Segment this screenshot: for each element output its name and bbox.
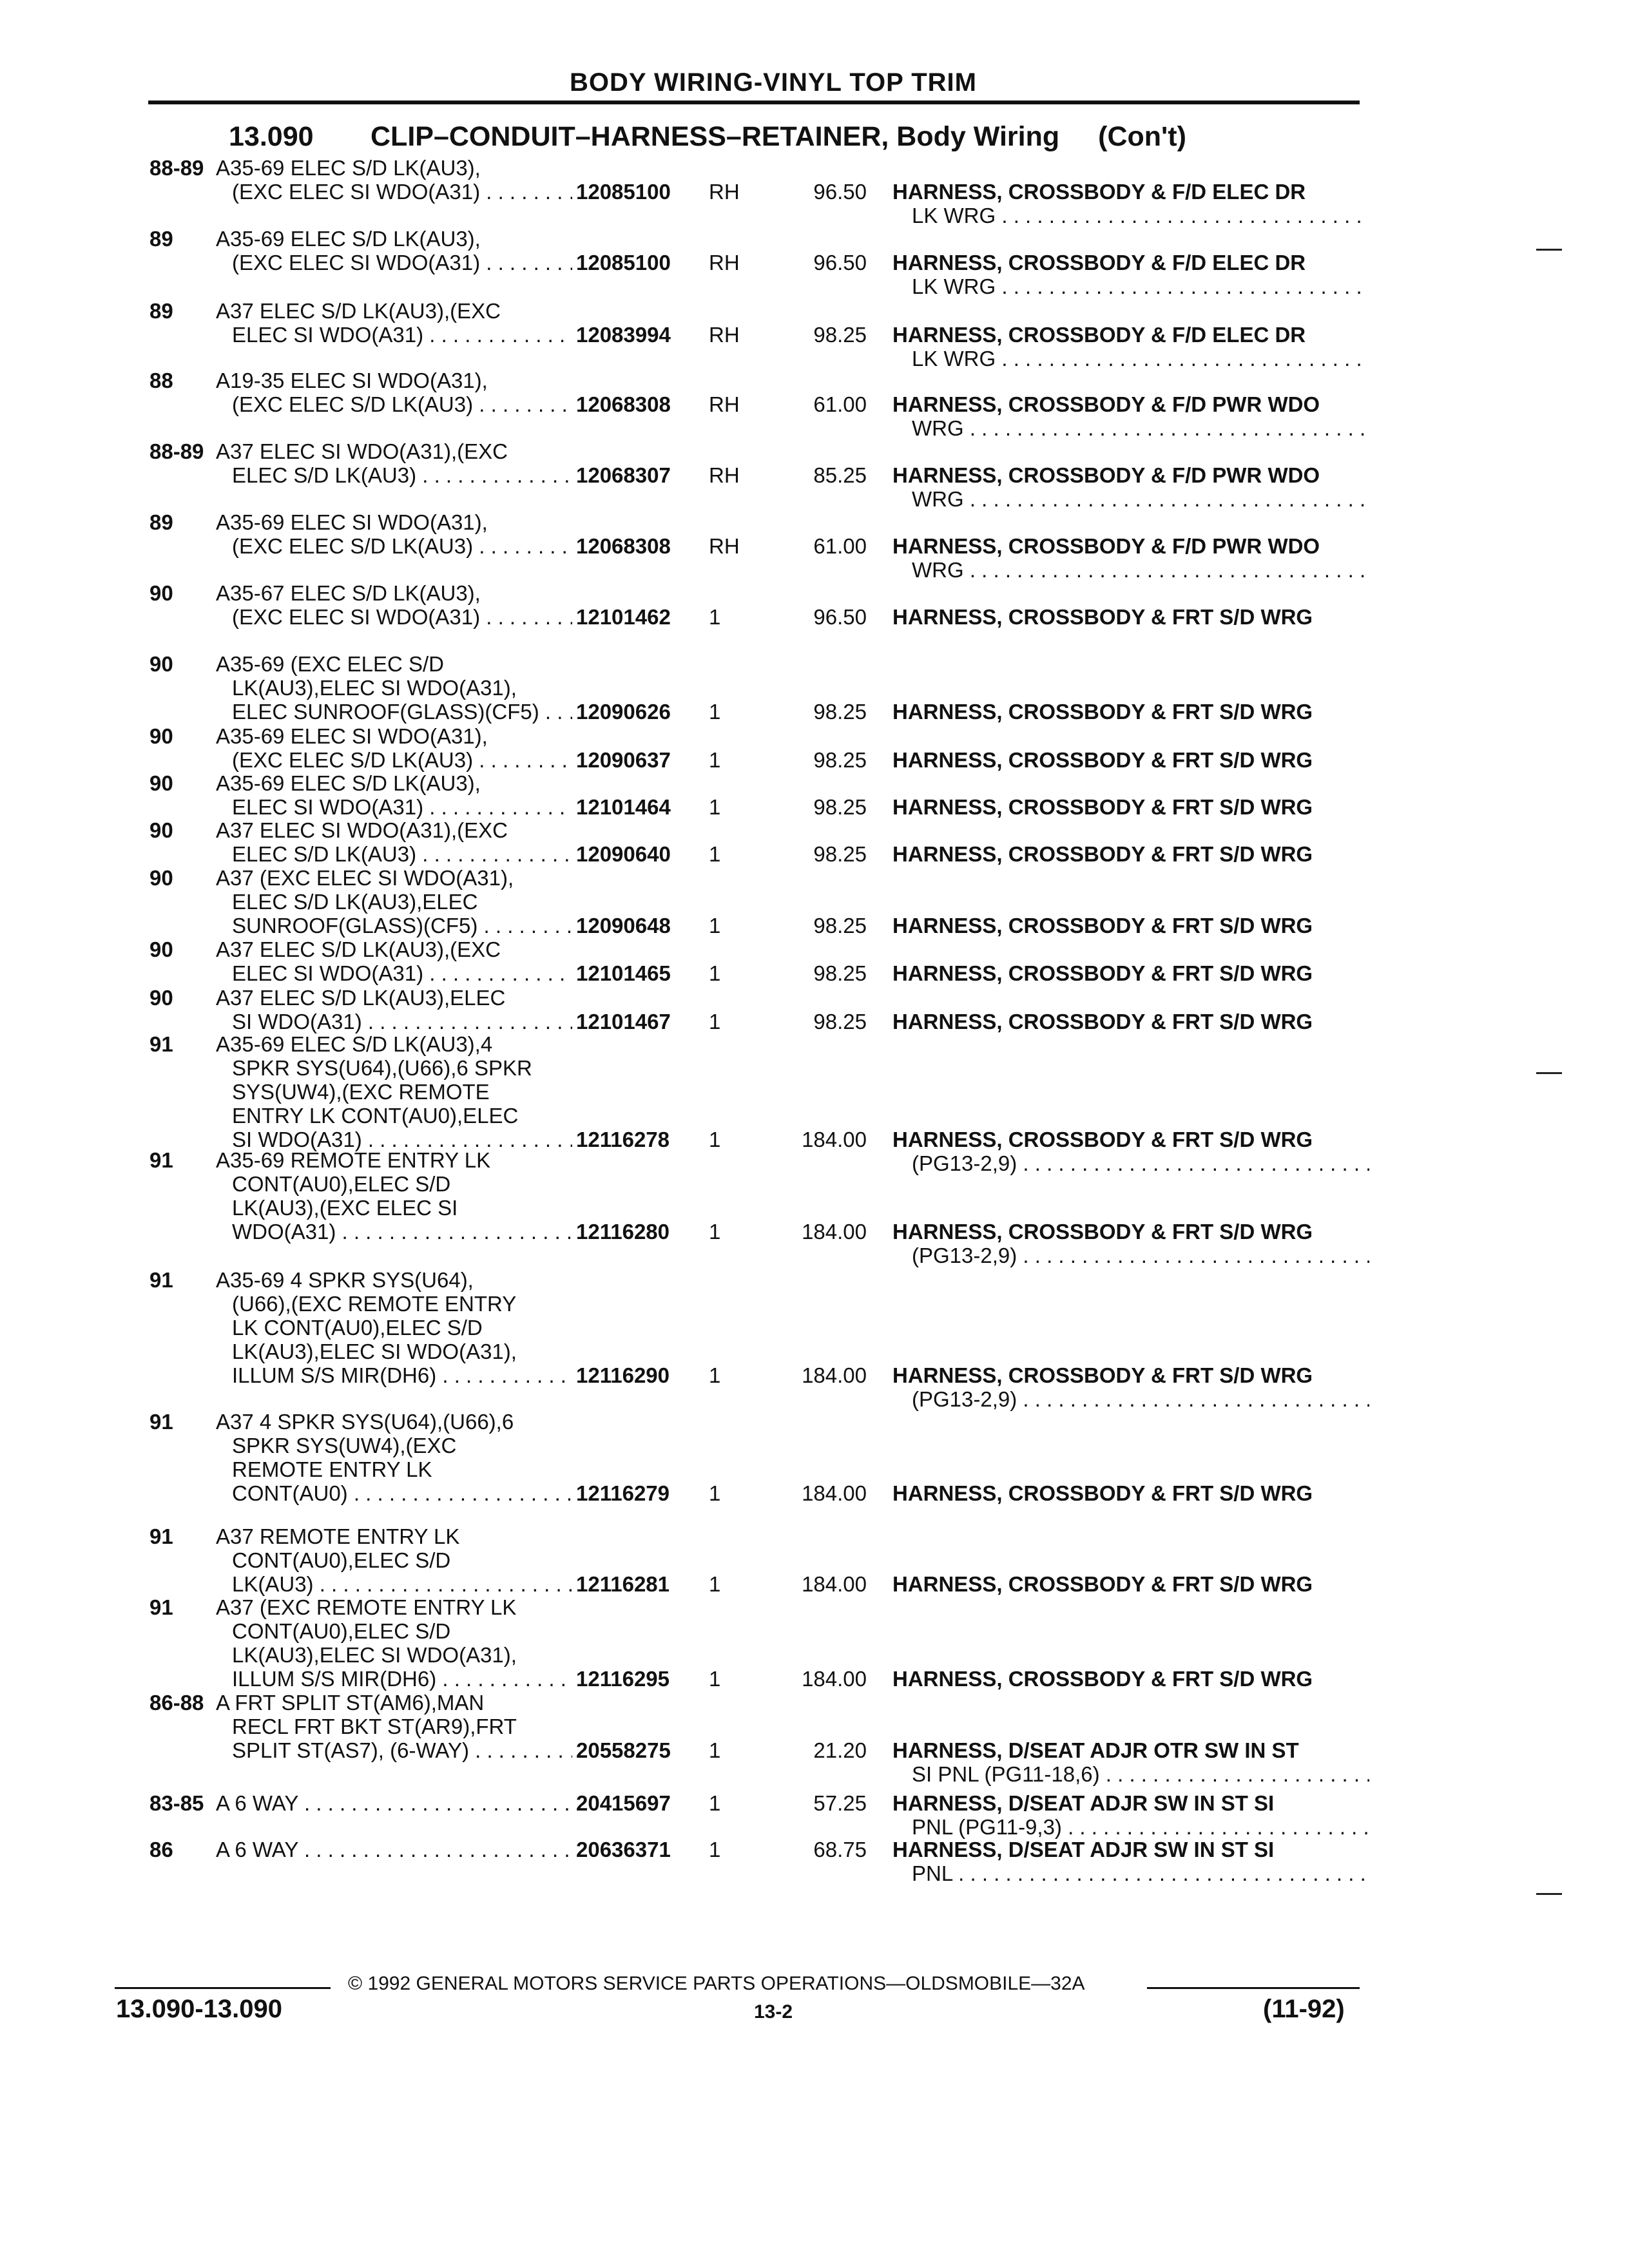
model-year: 89 [149,510,173,534]
part-name [892,842,1369,866]
description-line: A35-69 ELEC S/D LK(AU3),4 [216,1032,493,1056]
price: 98.25 [813,961,867,985]
description-line: WDO(A31) . . . [216,1220,590,1244]
model-year: 91 [149,1410,173,1434]
part-name-line: PNL . . . [892,1861,1369,1885]
part-name [892,914,1369,937]
quantity: 1 [709,1481,721,1505]
description-line: LK(AU3) . . . [216,1572,590,1596]
part-name-line: HARNESS, CROSSBODY & F/D ELEC DR [892,180,1306,204]
part-name-line: HARNESS, CROSSBODY & F/D PWR WDO [892,463,1320,487]
description-line: RECL FRT BKT ST(AR9),FRT [232,1715,517,1738]
description-line: A FRT SPLIT ST(AM6),MAN [216,1691,485,1715]
description-line: LK(AU3),ELEC SI WDO(A31), [232,676,517,700]
part-number: 12085100 [572,251,705,275]
quantity: RH [709,463,740,487]
description-line: LK(AU3),(EXC ELEC SI [232,1196,458,1220]
model-year: 88 [149,369,173,392]
part-name-line: HARNESS, CROSSBODY & F/D PWR WDO [892,534,1320,558]
application-description [216,1524,590,1596]
price: 184.00 [802,1481,867,1505]
description-line: A35-67 ELEC S/D LK(AU3), [216,581,481,605]
part-name [892,748,1369,772]
description-line: A35-69 ELEC SI WDO(A31), [216,510,488,534]
part-number: 12090648 [572,914,705,938]
application-description [216,1032,590,1151]
model-year: 86-88 [149,1691,204,1715]
quantity: RH [709,323,740,347]
description-line: ELEC S/D LK(AU3) . . . [216,463,590,487]
quantity: RH [709,180,740,204]
quantity: RH [709,534,740,558]
description-line: SI WDO(A31) . . . [216,1010,590,1033]
part-name-line: HARNESS, CROSSBODY & FRT S/D WRG [892,795,1313,819]
quantity: 1 [709,700,721,724]
part-name-line: SI PNL (PG11-18,6) . . . [892,1762,1369,1786]
section-continued: (Con't) [1098,121,1186,152]
part-number: 12116290 [572,1363,705,1388]
model-year: 91 [149,1524,173,1548]
application-description [216,986,590,1033]
part-number: 12101464 [572,795,705,820]
description-line: ELEC SI WDO(A31) . . . [216,795,590,819]
part-name [892,1791,1369,1839]
application-description [216,1691,590,1762]
price: 21.20 [813,1738,867,1762]
quantity: 1 [709,914,721,937]
part-name-line: HARNESS, CROSSBODY & FRT S/D WRG [892,1481,1313,1505]
part-number: 12085100 [572,180,705,204]
price: 98.25 [813,795,867,819]
model-year: 90 [149,937,173,961]
price: 61.00 [813,392,867,416]
price: 61.00 [813,534,867,558]
part-number: 20636371 [572,1838,705,1862]
application-description [216,510,590,558]
model-year: 90 [149,771,173,795]
description-line: A35-69 ELEC S/D LK(AU3), [216,771,481,795]
application-description [216,156,590,204]
price: 68.75 [813,1838,867,1861]
model-year: 88-89 [149,156,204,180]
section-number: 13.090 [229,121,314,152]
model-year: 90 [149,986,173,1010]
description-line: A35-69 4 SPKR SYS(U64), [216,1268,474,1292]
description-line: CONT(AU0),ELEC S/D [232,1619,451,1643]
part-name [892,534,1369,582]
price: 98.25 [813,700,867,724]
price: 96.50 [813,605,867,629]
part-name-line: (PG13-2,9) . . . [892,1151,1369,1175]
quantity: 1 [709,1010,721,1033]
description-line: A35-69 REMOTE ENTRY LK [216,1148,491,1172]
part-name-line: HARNESS, CROSSBODY & FRT S/D WRG [892,914,1313,937]
part-name [892,251,1369,298]
part-name-line: WRG . . . [892,487,1369,511]
model-year: 90 [149,818,173,842]
description-line: SUNROOF(GLASS)(CF5) . . . [216,914,590,937]
part-name [892,1363,1369,1411]
quantity: 1 [709,1667,721,1691]
price: 57.25 [813,1791,867,1815]
application-description [216,1595,590,1691]
part-name [892,795,1369,819]
price: 184.00 [802,1128,867,1151]
price: 98.25 [813,842,867,866]
description-line: ILLUM S/S MIR(DH6) . . . [216,1667,590,1691]
quantity: 1 [709,605,721,629]
quantity: 1 [709,1572,721,1596]
footer-rule-left [115,1987,331,1989]
application-description [216,439,590,487]
application-description [216,1268,590,1387]
price: 98.25 [813,914,867,937]
copyright-notice: © 1992 GENERAL MOTORS SERVICE PARTS OPERATIONS—OLDSMOBILE—32A [348,1973,1085,1994]
price: 184.00 [802,1220,867,1244]
part-name-line: HARNESS, D/SEAT ADJR OTR SW IN ST [892,1738,1299,1762]
revision-date: (11-92) [1263,1995,1345,2023]
part-name [892,180,1369,227]
part-name [892,1838,1369,1885]
part-number: 12101462 [572,605,705,629]
price: 184.00 [802,1667,867,1691]
margin-mark [1536,249,1562,251]
description-line: REMOTE ENTRY LK [232,1457,432,1481]
part-number: 12068307 [572,463,705,488]
description-line: ELEC SI WDO(A31) . . . [216,961,590,985]
quantity: 1 [709,842,721,866]
model-year: 91 [149,1268,173,1292]
part-number: 12116279 [572,1481,705,1506]
application-description [216,771,590,819]
quantity: 1 [709,748,721,772]
application-description [216,652,590,724]
description-line: A37 ELEC S/D LK(AU3),ELEC [216,986,506,1010]
model-year: 91 [149,1595,173,1619]
part-name-line: LK WRG . . . [892,347,1369,370]
description-line: ELEC SUNROOF(GLASS)(CF5) . . . [216,700,590,724]
part-name-line: HARNESS, CROSSBODY & FRT S/D WRG [892,1220,1313,1244]
description-line: (EXC ELEC S/D LK(AU3) . . . [216,534,590,558]
quantity: RH [709,251,740,274]
description-line: A37 ELEC S/D LK(AU3),(EXC [216,299,501,323]
price: 85.25 [813,463,867,487]
part-name [892,392,1369,440]
quantity: RH [709,392,740,416]
application-description [216,299,590,347]
section-title: CLIP–CONDUIT–HARNESS–RETAINER, Body Wiring [371,121,1060,152]
part-name [892,1128,1369,1175]
description-line: LK(AU3),ELEC SI WDO(A31), [232,1643,517,1667]
description-line: LK(AU3),ELEC SI WDO(A31), [232,1340,517,1363]
application-description [216,1791,590,1815]
description-line: A35-69 (EXC ELEC S/D [216,652,444,676]
description-line: A35-69 ELEC S/D LK(AU3), [216,227,481,251]
description-line: A19-35 ELEC SI WDO(A31), [216,369,488,392]
part-number: 20558275 [572,1738,705,1763]
description-line: (EXC ELEC S/D LK(AU3) . . . [216,748,590,772]
part-name-line: HARNESS, CROSSBODY & FRT S/D WRG [892,1010,1313,1033]
part-name-line: PNL (PG11-9,3) . . . [892,1815,1369,1839]
description-line: (EXC ELEC SI WDO(A31) . . . [216,605,590,629]
quantity: 1 [709,1738,721,1762]
part-number: 12090626 [572,700,705,724]
description-line: SPKR SYS(U64),(U66),6 SPKR [232,1056,532,1080]
application-description [216,724,590,772]
part-name-line: HARNESS, CROSSBODY & FRT S/D WRG [892,1667,1313,1691]
part-name-line: (PG13-2,9) . . . [892,1387,1369,1411]
part-name-line: HARNESS, CROSSBODY & FRT S/D WRG [892,605,1313,629]
part-number: 12068308 [572,534,705,559]
price: 96.50 [813,180,867,204]
description-line: A37 ELEC SI WDO(A31),(EXC [216,818,508,842]
model-year: 83-85 [149,1791,204,1815]
description-line: A37 4 SPKR SYS(U64),(U66),6 [216,1410,514,1434]
model-year: 88-89 [149,439,204,463]
footer-rule-right [1147,1987,1360,1989]
description-line: ELEC S/D LK(AU3),ELEC [232,890,478,914]
description-line: A37 ELEC SI WDO(A31),(EXC [216,439,508,463]
quantity: 1 [709,1838,721,1861]
description-line: (EXC ELEC SI WDO(A31) . . . [216,251,590,274]
part-name-line: HARNESS, CROSSBODY & FRT S/D WRG [892,700,1313,724]
part-number: 12101465 [572,961,705,986]
part-name [892,463,1369,511]
quantity: 1 [709,1128,721,1151]
part-name [892,323,1369,370]
part-name-line: WRG . . . [892,558,1369,582]
part-name-line: WRG . . . [892,416,1369,440]
part-name-line: HARNESS, CROSSBODY & FRT S/D WRG [892,748,1313,772]
description-line: CONT(AU0),ELEC S/D [232,1172,451,1196]
part-number: 12101467 [572,1010,705,1034]
part-name [892,961,1369,985]
price: 98.25 [813,323,867,347]
description-line: A37 (EXC REMOTE ENTRY LK [216,1595,517,1619]
part-number: 12116280 [572,1220,705,1244]
description-line: LK CONT(AU0),ELEC S/D [232,1316,483,1340]
description-line: SPLIT ST(AS7), (6-WAY) . . . [216,1738,590,1762]
description-line: ILLUM S/S MIR(DH6) . . . [216,1363,590,1387]
application-description [216,581,590,629]
part-name-line: HARNESS, D/SEAT ADJR SW IN ST SI [892,1791,1275,1815]
part-name-line: HARNESS, CROSSBODY & FRT S/D WRG [892,1572,1313,1596]
description-line: A 6 WAY . . . [216,1791,590,1815]
margin-mark [1536,1893,1562,1895]
application-description [216,818,590,866]
description-line: A35-69 ELEC S/D LK(AU3), [216,156,481,180]
part-name-line: HARNESS, CROSSBODY & FRT S/D WRG [892,961,1313,985]
part-name [892,1572,1369,1596]
application-description [216,866,590,937]
description-line: ELEC S/D LK(AU3) . . . [216,842,590,866]
application-description [216,369,590,416]
description-line: SPKR SYS(UW4),(EXC [232,1434,457,1457]
application-description [216,1838,590,1861]
header-rule [148,101,1360,104]
quantity: 1 [709,795,721,819]
description-line: (EXC ELEC SI WDO(A31) . . . [216,180,590,204]
part-name [892,605,1369,629]
description-line: A 6 WAY . . . [216,1838,590,1861]
description-line: SYS(UW4),(EXC REMOTE [232,1080,490,1104]
quantity: 1 [709,1363,721,1387]
part-name [892,1010,1369,1033]
part-number: 20415697 [572,1791,705,1816]
quantity: 1 [709,1220,721,1244]
description-line: A37 ELEC S/D LK(AU3),(EXC [216,937,501,961]
part-name-line: HARNESS, CROSSBODY & FRT S/D WRG [892,842,1313,866]
application-description [216,937,590,985]
price: 98.25 [813,1010,867,1033]
description-line: A37 (EXC ELEC SI WDO(A31), [216,866,514,890]
part-name-line: HARNESS, D/SEAT ADJR SW IN ST SI [892,1838,1275,1861]
application-description [216,1148,590,1244]
part-name-line: HARNESS, CROSSBODY & F/D ELEC DR [892,323,1306,347]
part-name-line: LK WRG . . . [892,274,1369,298]
part-name-line: HARNESS, CROSSBODY & FRT S/D WRG [892,1128,1313,1151]
model-year: 90 [149,652,173,676]
part-number: 12083994 [572,323,705,347]
part-number: 12116281 [572,1572,705,1597]
part-number: 12090637 [572,748,705,773]
model-year: 89 [149,227,173,251]
model-year: 91 [149,1032,173,1056]
part-number: 12116295 [572,1667,705,1691]
description-line: ELEC SI WDO(A31) . . . [216,323,590,347]
application-description [216,1410,590,1505]
part-name [892,1667,1369,1691]
model-year: 86 [149,1838,173,1861]
margin-mark [1536,1072,1562,1074]
page-number: 13-2 [753,2001,793,2023]
part-name [892,1220,1369,1267]
description-line: (U66),(EXC REMOTE ENTRY [232,1292,517,1316]
part-name-line: (PG13-2,9) . . . [892,1244,1369,1267]
section-range: 13.090-13.090 [116,1995,283,2023]
quantity: 1 [709,1791,721,1815]
price: 184.00 [802,1572,867,1596]
part-number: 12090640 [572,842,705,867]
part-name-line: HARNESS, CROSSBODY & F/D PWR WDO [892,392,1320,416]
part-name [892,1481,1369,1505]
description-line: (EXC ELEC S/D LK(AU3) . . . [216,392,590,416]
description-line: CONT(AU0),ELEC S/D [232,1548,451,1572]
section-heading [229,121,1186,153]
price: 98.25 [813,748,867,772]
description-line: CONT(AU0) . . . [216,1481,590,1505]
part-name [892,1738,1369,1786]
part-name [892,700,1369,724]
part-number: 12068308 [572,392,705,417]
part-name-line: HARNESS, CROSSBODY & F/D ELEC DR [892,251,1306,274]
price: 96.50 [813,251,867,274]
application-description [216,227,590,274]
part-name-line: LK WRG . . . [892,204,1369,227]
model-year: 90 [149,581,173,605]
model-year: 90 [149,866,173,890]
page-title: BODY WIRING-VINYL TOP TRIM [570,68,977,97]
model-year: 90 [149,724,173,748]
description-line: A35-69 ELEC SI WDO(A31), [216,724,488,748]
description-line: A37 REMOTE ENTRY LK [216,1524,460,1548]
description-line: SI WDO(A31) . . . [216,1128,590,1151]
part-number: 12116278 [572,1128,705,1152]
description-line: ENTRY LK CONT(AU0),ELEC [232,1104,519,1128]
quantity: 1 [709,961,721,985]
price: 184.00 [802,1363,867,1387]
model-year: 91 [149,1148,173,1172]
part-name-line: HARNESS, CROSSBODY & FRT S/D WRG [892,1363,1313,1387]
model-year: 89 [149,299,173,323]
